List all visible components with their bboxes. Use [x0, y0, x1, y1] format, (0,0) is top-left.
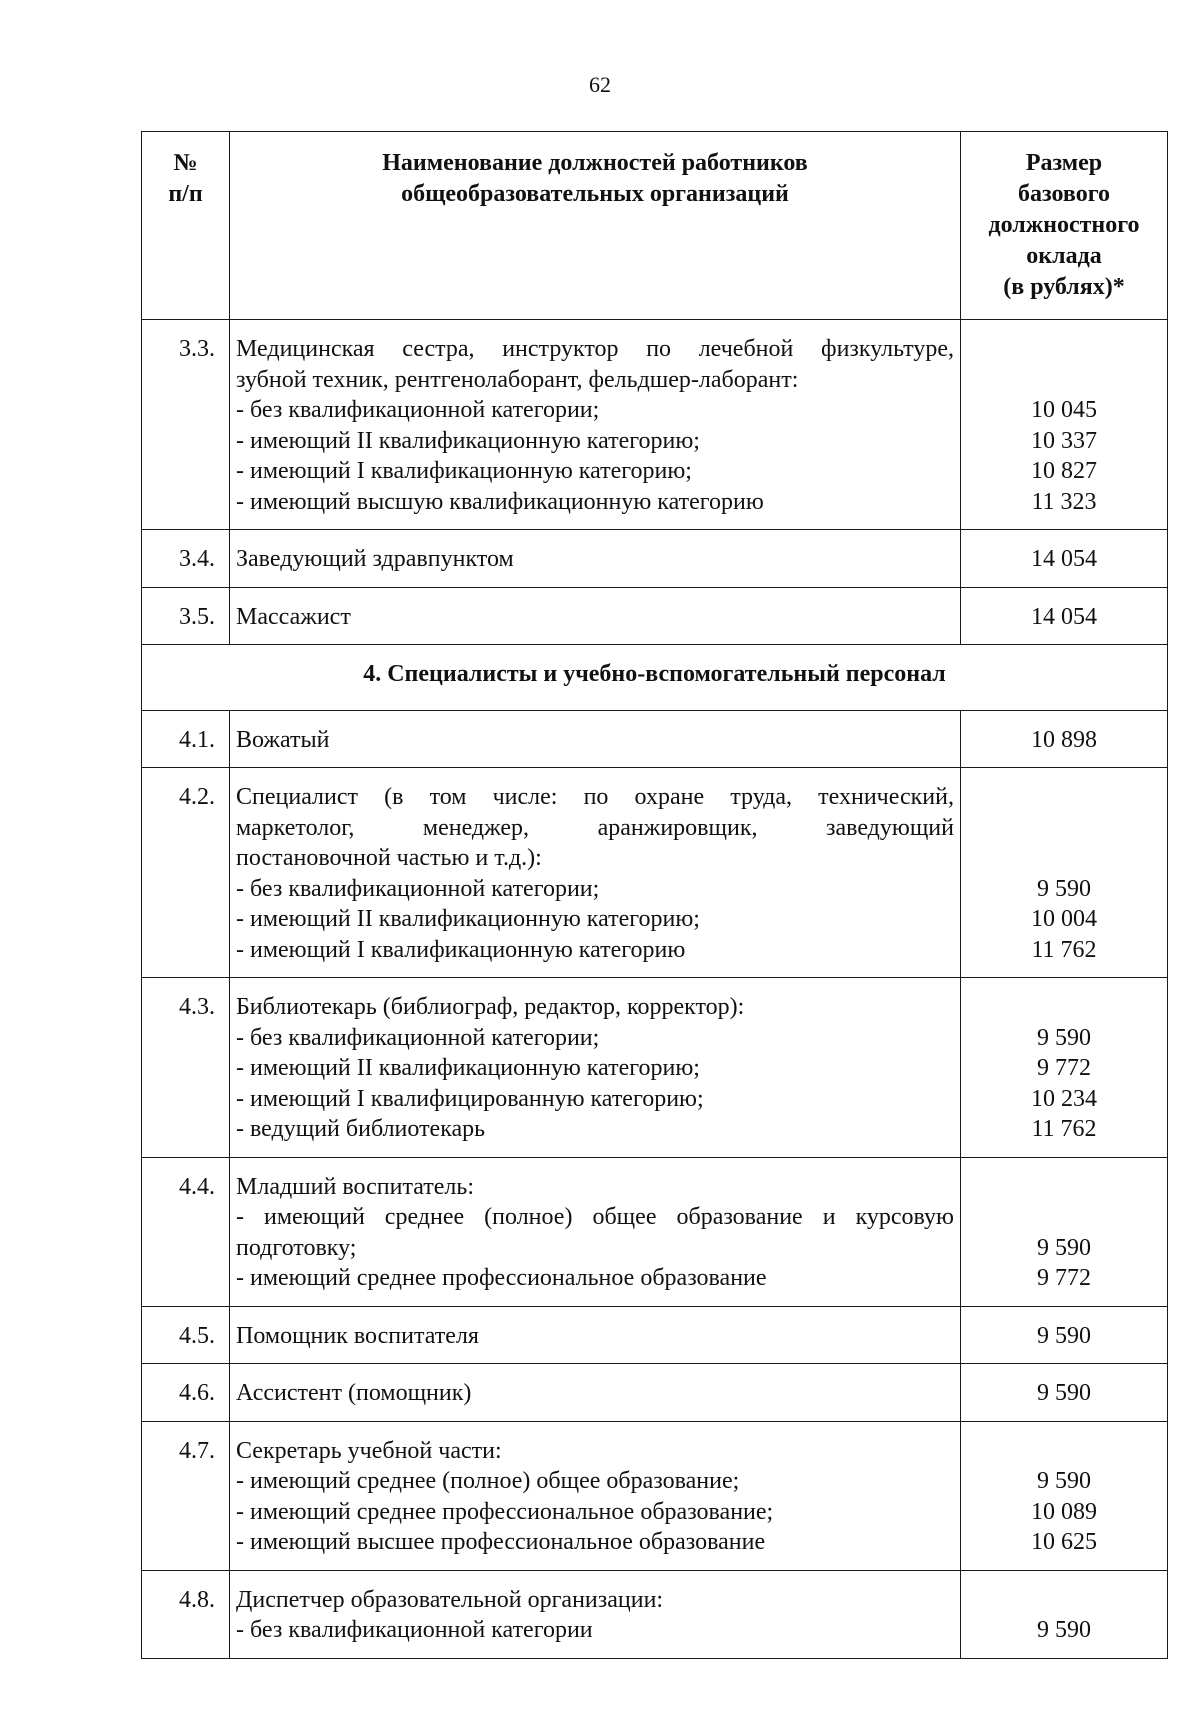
table-row [142, 1570, 1168, 1658]
salary-spacer [967, 1172, 1161, 1203]
row-number: 4.6. [142, 1364, 230, 1422]
position-line: - имеющий среднее (полное) общее образование; [236, 1468, 740, 1494]
position-name [230, 320, 961, 530]
row-number: 4.3. [142, 978, 230, 1158]
position-line: Секретарь учебной части: [236, 1437, 502, 1464]
position-line: Ассистент (помощник) [236, 1380, 472, 1406]
row-number: 4.8. [142, 1570, 230, 1658]
position-line: - имеющий I квалифицированную категорию; [236, 1085, 704, 1112]
base-salary [961, 320, 1168, 530]
salary-value: 9 590 [1037, 1380, 1091, 1406]
salary-value: 10 234 [1031, 1085, 1097, 1112]
salary-value: 9 590 [1037, 875, 1091, 902]
position-line: - без квалификационной категории; [236, 1024, 600, 1051]
salary-value: 9 590 [1037, 1234, 1091, 1261]
base-salary [961, 1157, 1168, 1306]
salary-spacer [967, 843, 1161, 874]
position-line: Помощник воспитателя [236, 1322, 479, 1349]
position-name [230, 1364, 961, 1422]
table-row [142, 530, 1168, 588]
table-row [142, 978, 1168, 1158]
salary-value: 9 590 [1037, 1322, 1091, 1349]
salary-value: 14 054 [1031, 603, 1097, 630]
position-name [230, 1306, 961, 1364]
salary-value: 9 772 [1037, 1055, 1091, 1081]
base-salary [961, 768, 1168, 978]
salary-spacer [967, 813, 1161, 844]
position-name [230, 1421, 961, 1570]
position-name [230, 768, 961, 978]
base-salary [961, 1306, 1168, 1364]
position-line: Заведующий здравпунктом [236, 546, 514, 572]
salary-spacer [967, 365, 1161, 396]
header-number [142, 132, 230, 320]
base-salary [961, 978, 1168, 1158]
position-line: - имеющий II квалификационную категорию; [236, 906, 700, 932]
position-line: постановочной частью и т.д.): [236, 845, 542, 871]
table-row [142, 1421, 1168, 1570]
header-name-line: общеобразовательных организаций [401, 181, 789, 207]
position-line: - без квалификационной категории; [236, 397, 600, 423]
table-row [142, 710, 1168, 768]
position-line: - имеющий высшее профессиональное образование [236, 1529, 766, 1555]
position-line: - имеющий высшую квалификационную категорию [236, 488, 764, 515]
position-line: подготовку; [236, 1234, 357, 1261]
salary-value: 11 323 [1031, 488, 1097, 515]
table-row [142, 1364, 1168, 1422]
salary-spacer [967, 1436, 1161, 1467]
position-line: Младший воспитатель: [236, 1173, 474, 1200]
salary-spacer [967, 334, 1161, 365]
salary-spacer [967, 782, 1161, 813]
salary-value: 11 762 [1031, 1116, 1097, 1142]
header-base-salary [961, 132, 1168, 320]
header-position-name [230, 132, 961, 320]
base-salary [961, 530, 1168, 588]
position-line: Библиотекарь (библиограф, редактор, корректор): [236, 994, 745, 1020]
header-number-line: № [173, 150, 198, 176]
header-salary-line: базового [1017, 181, 1110, 207]
salary-value: 9 590 [1037, 1468, 1091, 1494]
position-line: - имеющий II квалификационную категорию; [236, 1055, 700, 1081]
salary-value: 9 590 [1037, 1024, 1091, 1051]
header-salary-line: оклада [1026, 243, 1102, 269]
row-number: 3.4. [142, 530, 230, 588]
table-body [142, 320, 1168, 1659]
salary-spacer [967, 1585, 1161, 1616]
position-name [230, 1570, 961, 1658]
header-number-line: п/п [168, 181, 203, 207]
header-salary-line: (в рублях)* [1003, 274, 1125, 300]
table-row [142, 320, 1168, 530]
salary-value: 10 045 [1031, 397, 1097, 423]
salary-value: 11 762 [1031, 936, 1097, 963]
salary-value: 9 590 [1037, 1617, 1091, 1643]
position-line: Специалист (в том числе: по охране труда, технический, [236, 784, 954, 810]
position-line: Диспетчер образовательной организации: [236, 1586, 664, 1613]
position-name [230, 1157, 961, 1306]
table-row [142, 1306, 1168, 1364]
section-header-row [142, 645, 1168, 711]
salary-spacer [967, 992, 1161, 1023]
base-salary [961, 710, 1168, 768]
page-number: 62 [589, 72, 611, 97]
position-line: - имеющий I квалификационную категорию [236, 936, 686, 963]
salary-spacer [967, 1202, 1161, 1233]
row-number: 4.5. [142, 1306, 230, 1364]
row-number: 4.1. [142, 710, 230, 768]
table-row [142, 587, 1168, 645]
salary-value: 10 337 [1031, 427, 1097, 454]
position-line: - имеющий среднее (полное) общее образование и курсовую [236, 1204, 954, 1230]
position-line: - ведущий библиотекарь [236, 1116, 486, 1142]
position-line: - имеющий I квалификационную категорию; [236, 458, 692, 484]
salary-value: 10 625 [1031, 1529, 1097, 1555]
position-line: - имеющий II квалификационную категорию; [236, 427, 700, 454]
base-salary [961, 1570, 1168, 1658]
row-number: 4.2. [142, 768, 230, 978]
salary-value: 10 004 [1031, 906, 1097, 932]
position-line: - имеющий среднее профессиональное образование [236, 1265, 767, 1291]
position-line: Массажист [236, 603, 351, 630]
table-row [142, 768, 1168, 978]
salary-value: 10 827 [1031, 458, 1097, 484]
salary-value: 14 054 [1031, 546, 1097, 572]
table-header-row [142, 132, 1168, 320]
header-salary-line: Размер [1025, 150, 1103, 176]
salary-value: 10 898 [1031, 726, 1097, 753]
salary-value: 10 089 [1031, 1498, 1097, 1525]
position-line: маркетолог, менеджер, аранжировщик, заведующий [236, 814, 954, 841]
position-name [230, 978, 961, 1158]
row-number: 3.5. [142, 587, 230, 645]
position-line: - имеющий среднее профессиональное образование; [236, 1498, 774, 1525]
base-salary [961, 587, 1168, 645]
position-line: Вожатый [236, 726, 330, 753]
header-salary-line: должностного [988, 212, 1140, 238]
position-name [230, 587, 961, 645]
row-number: 4.7. [142, 1421, 230, 1570]
base-salary [961, 1364, 1168, 1422]
salary-table [141, 131, 1168, 1659]
table-row [142, 1157, 1168, 1306]
position-line: - без квалификационной категории; [236, 875, 600, 902]
row-number: 4.4. [142, 1157, 230, 1306]
position-name [230, 710, 961, 768]
section-title: 4. Специалисты и учебно-вспомогательный персонал [142, 645, 1168, 711]
salary-value: 9 772 [1037, 1265, 1091, 1291]
header-name-line: Наименование должностей работников [382, 150, 808, 176]
base-salary [961, 1421, 1168, 1570]
row-number: 3.3. [142, 320, 230, 530]
position-line: - без квалификационной категории [236, 1617, 593, 1643]
position-line: Медицинская сестра, инструктор по лечебной физкультуре, [236, 336, 954, 362]
position-line: зубной техник, рентгенолаборант, фельдшер-лаборант: [236, 366, 799, 393]
position-name [230, 530, 961, 588]
